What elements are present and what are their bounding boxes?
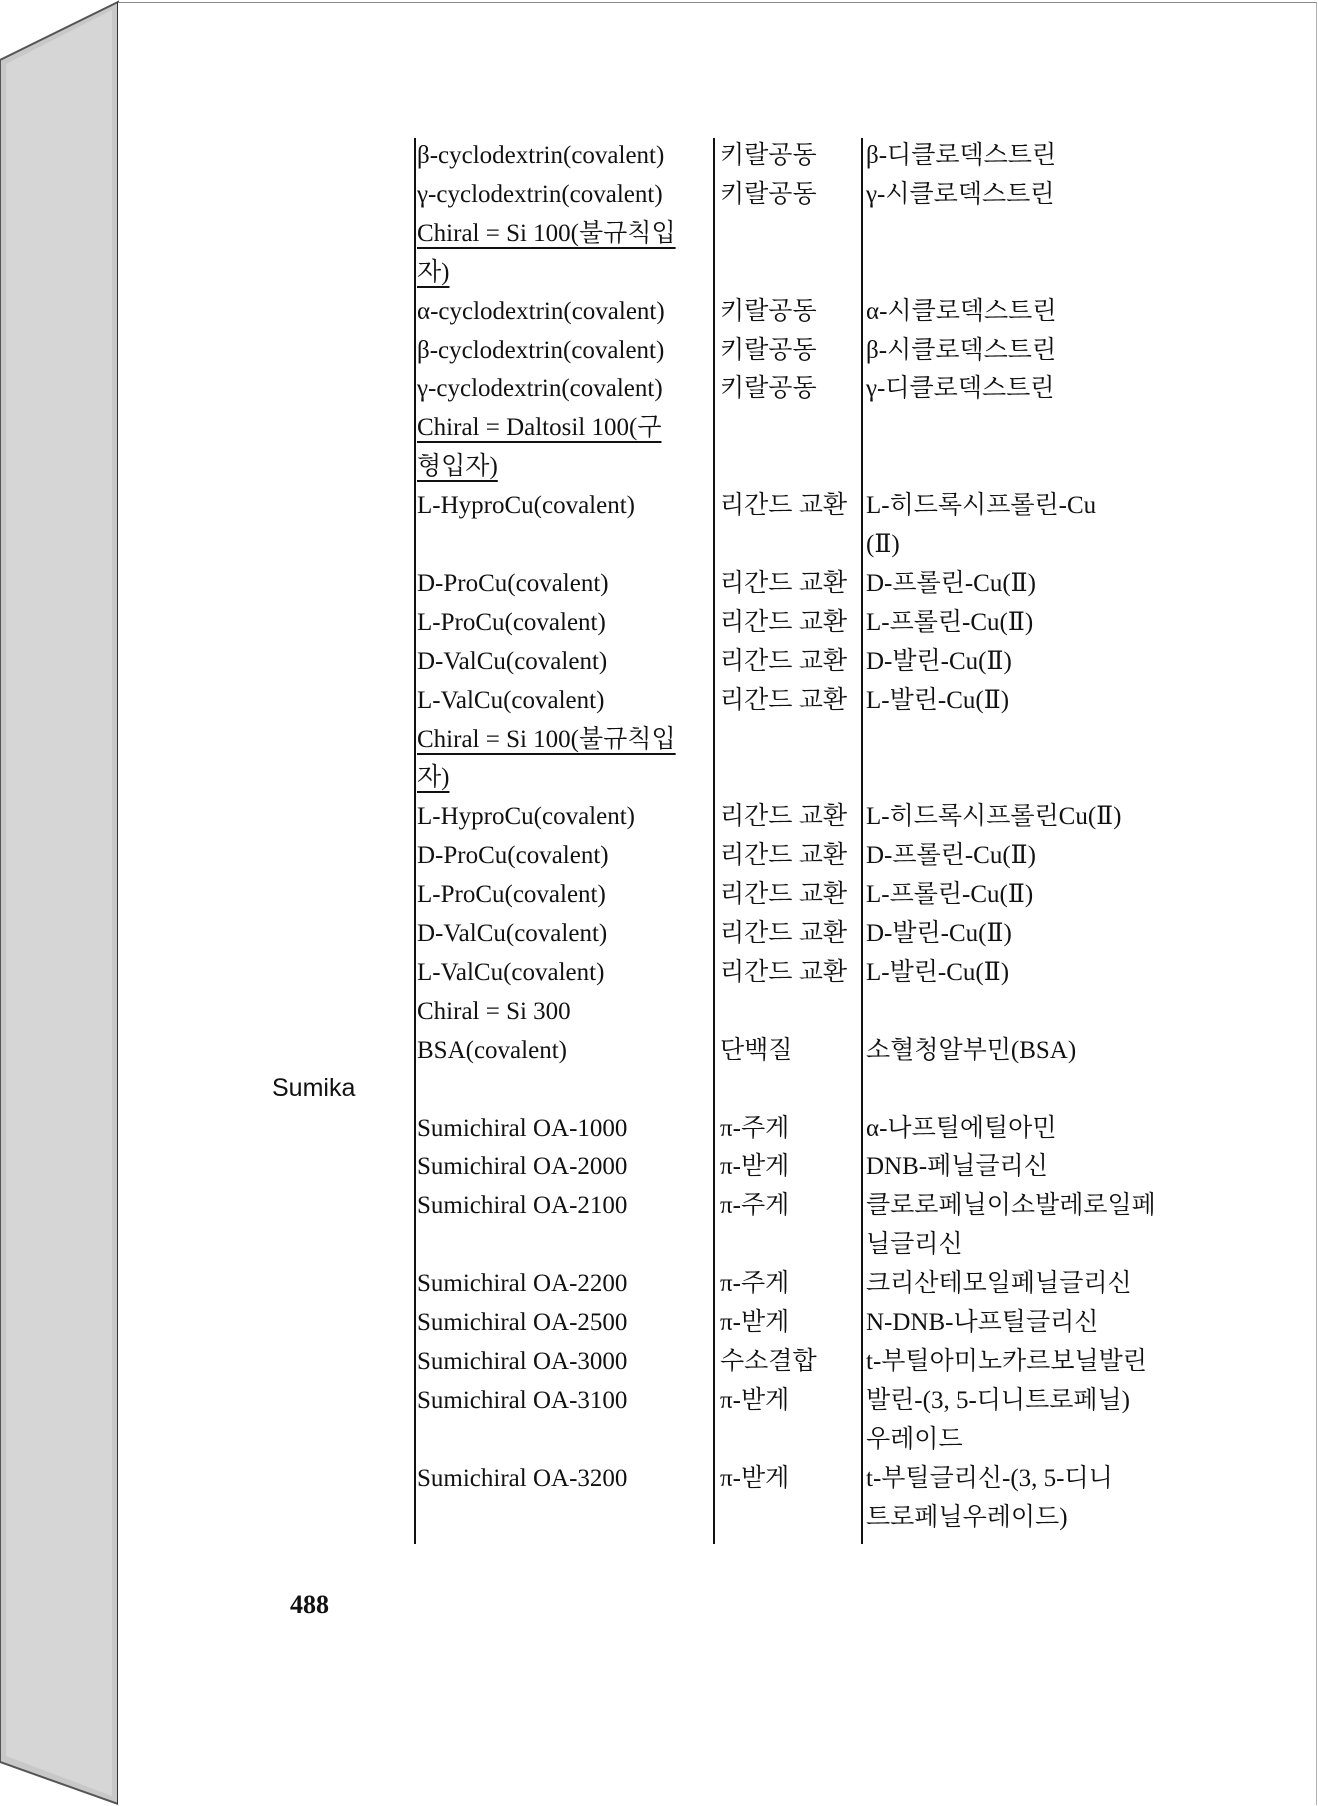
column-name-cell: Sumichiral OA-3000 — [417, 1348, 628, 1375]
mechanism-cell: π-주게 — [720, 1115, 790, 1142]
column-name-cell: γ-cyclodextrin(covalent) — [417, 375, 663, 402]
selector-cell: 소혈청알부민(BSA) — [866, 1037, 1077, 1064]
selector-cell: β-시클로덱스트린 — [866, 337, 1057, 364]
column-name-cell: D-ValCu(covalent) — [417, 648, 608, 675]
selector-cell: t-부틸글리신-(3, 5-디니 — [866, 1465, 1113, 1492]
table-row — [0, 1460, 1318, 1498]
table-row — [0, 1343, 1318, 1381]
selector-cell: α-나프틸에틸아민 — [866, 1115, 1057, 1142]
selector-cell: 발린-(3, 5-디니트로페닐) — [866, 1387, 1131, 1414]
column-name-cell: D-ValCu(covalent) — [417, 920, 608, 947]
table-row — [0, 254, 1318, 292]
table-row — [0, 176, 1318, 214]
selector-cell: D-발린-Cu(Ⅱ) — [866, 920, 1012, 947]
selector-cell: γ-시클로덱스트린 — [866, 181, 1055, 208]
mechanism-cell: 키랄공동 — [720, 337, 817, 364]
selector-cell: 닐글리신 — [866, 1231, 963, 1258]
mechanism-cell: 리간드 교환 — [720, 842, 848, 869]
column-name-cell: Sumichiral OA-1000 — [417, 1115, 628, 1142]
table-row — [0, 1499, 1318, 1537]
table-row — [0, 876, 1318, 914]
mechanism-cell: 리간드 교환 — [720, 881, 848, 908]
column-name-cell: Chiral = Si 300 — [417, 998, 571, 1025]
mechanism-cell: 단백질 — [720, 1037, 793, 1064]
column-name-cell: Sumichiral OA-2200 — [417, 1270, 628, 1297]
table-row — [0, 1304, 1318, 1342]
column-name-cell: Sumichiral OA-3200 — [417, 1465, 628, 1492]
mechanism-cell: 리간드 교환 — [720, 959, 848, 986]
mechanism-cell: π-주게 — [720, 1192, 790, 1219]
selector-cell: α-시클로덱스트린 — [866, 298, 1057, 325]
column-name-cell: γ-cyclodextrin(covalent) — [417, 181, 663, 208]
table-row — [0, 721, 1318, 759]
selector-cell: t-부틸아미노카르보닐발린 — [866, 1348, 1147, 1375]
page-number: 488 — [290, 1590, 329, 1619]
selector-cell: D-프롤린-Cu(Ⅱ) — [866, 842, 1036, 869]
mechanism-cell: π-받게 — [720, 1309, 790, 1336]
column-name-cell: 자) — [417, 259, 450, 286]
column-name-cell: α-cyclodextrin(covalent) — [417, 298, 665, 325]
column-name-cell: Sumichiral OA-2100 — [417, 1192, 628, 1219]
table-row — [0, 448, 1318, 486]
table-row — [0, 526, 1318, 564]
mechanism-cell: 키랄공동 — [720, 375, 817, 402]
selector-cell: 트로페닐우레이드) — [866, 1504, 1068, 1531]
table-row — [0, 993, 1318, 1031]
table-row — [0, 409, 1318, 447]
column-name-cell: L-ProCu(covalent) — [417, 881, 606, 908]
selector-cell: L-히드록시프롤린-Cu — [866, 492, 1097, 519]
selector-cell: L-히드록시프롤린Cu(Ⅱ) — [866, 803, 1122, 830]
mechanism-cell: 리간드 교환 — [720, 803, 848, 830]
table-row — [0, 1226, 1318, 1264]
table-row — [0, 1265, 1318, 1303]
selector-cell: 크리산테모일페닐글리신 — [866, 1270, 1132, 1297]
brand-label: Sumika — [272, 1074, 356, 1102]
selector-cell: N-DNB-나프틸글리신 — [866, 1309, 1099, 1336]
selector-cell: 클로로페닐이소발레로일페 — [866, 1192, 1156, 1219]
table-row — [0, 565, 1318, 603]
table-row — [0, 370, 1318, 408]
column-name-cell: Sumichiral OA-2000 — [417, 1153, 628, 1180]
table-row — [0, 137, 1318, 175]
mechanism-cell: π-주게 — [720, 1270, 790, 1297]
column-name-cell: D-ProCu(covalent) — [417, 570, 609, 597]
table-row — [0, 487, 1318, 525]
selector-cell: L-프롤린-Cu(Ⅱ) — [866, 881, 1034, 908]
table-row — [0, 915, 1318, 953]
column-name-cell: L-ProCu(covalent) — [417, 609, 606, 636]
mechanism-cell: 키랄공동 — [720, 298, 817, 325]
mechanism-cell: 리간드 교환 — [720, 920, 848, 947]
selector-cell: D-프롤린-Cu(Ⅱ) — [866, 570, 1036, 597]
column-name-cell: 형입자) — [417, 453, 498, 480]
table-row — [0, 798, 1318, 836]
mechanism-cell: 리간드 교환 — [720, 609, 848, 636]
mechanism-cell: 수소결합 — [720, 1348, 817, 1375]
table-row — [0, 837, 1318, 875]
table-row — [0, 1421, 1318, 1459]
column-name-cell: Sumichiral OA-3100 — [417, 1387, 628, 1414]
mechanism-cell: π-받게 — [720, 1387, 790, 1414]
table-row — [0, 1032, 1318, 1070]
column-name-cell: L-HyproCu(covalent) — [417, 803, 635, 830]
selector-cell: L-발린-Cu(Ⅱ) — [866, 687, 1010, 714]
column-name-cell: Chiral = Si 100(불규칙입 — [417, 220, 676, 247]
column-name-cell: β-cyclodextrin(covalent) — [417, 337, 665, 364]
mechanism-cell: 키랄공동 — [720, 142, 817, 169]
table-row — [0, 682, 1318, 720]
column-name-cell: L-HyproCu(covalent) — [417, 492, 635, 519]
table-row — [0, 1071, 1318, 1109]
table-row — [0, 332, 1318, 370]
column-name-cell: L-ValCu(covalent) — [417, 959, 605, 986]
selector-cell: L-프롤린-Cu(Ⅱ) — [866, 609, 1034, 636]
table-row — [0, 215, 1318, 253]
selector-cell: β-디클로덱스트린 — [866, 142, 1057, 169]
mechanism-cell: 리간드 교환 — [720, 570, 848, 597]
column-name-cell: D-ProCu(covalent) — [417, 842, 609, 869]
column-name-cell: Chiral = Daltosil 100(구 — [417, 414, 662, 441]
mechanism-cell: 키랄공동 — [720, 181, 817, 208]
column-name-cell: L-ValCu(covalent) — [417, 687, 605, 714]
table-row — [0, 759, 1318, 797]
selector-cell: 우레이드 — [866, 1426, 963, 1453]
selector-cell: DNB-페닐글리신 — [866, 1153, 1048, 1180]
table-row — [0, 1148, 1318, 1186]
selector-cell: (Ⅱ) — [866, 531, 900, 558]
selector-cell: D-발린-Cu(Ⅱ) — [866, 648, 1012, 675]
mechanism-cell: 리간드 교환 — [720, 648, 848, 675]
table-row — [0, 954, 1318, 992]
selector-cell: γ-디클로덱스트린 — [866, 375, 1055, 402]
mechanism-cell: π-받게 — [720, 1153, 790, 1180]
table-row — [0, 293, 1318, 331]
column-name-cell: BSA(covalent) — [417, 1037, 567, 1064]
selector-cell: L-발린-Cu(Ⅱ) — [866, 959, 1010, 986]
column-name-cell: Chiral = Si 100(불규칙입 — [417, 726, 676, 753]
mechanism-cell: π-받게 — [720, 1465, 790, 1492]
table-row — [0, 604, 1318, 642]
table-row — [0, 1382, 1318, 1420]
mechanism-cell: 리간드 교환 — [720, 492, 848, 519]
column-name-cell: β-cyclodextrin(covalent) — [417, 142, 665, 169]
table-row — [0, 1187, 1318, 1225]
table-row — [0, 1110, 1318, 1148]
column-name-cell: 자) — [417, 764, 450, 791]
mechanism-cell: 리간드 교환 — [720, 687, 848, 714]
column-name-cell: Sumichiral OA-2500 — [417, 1309, 628, 1336]
table-row — [0, 643, 1318, 681]
